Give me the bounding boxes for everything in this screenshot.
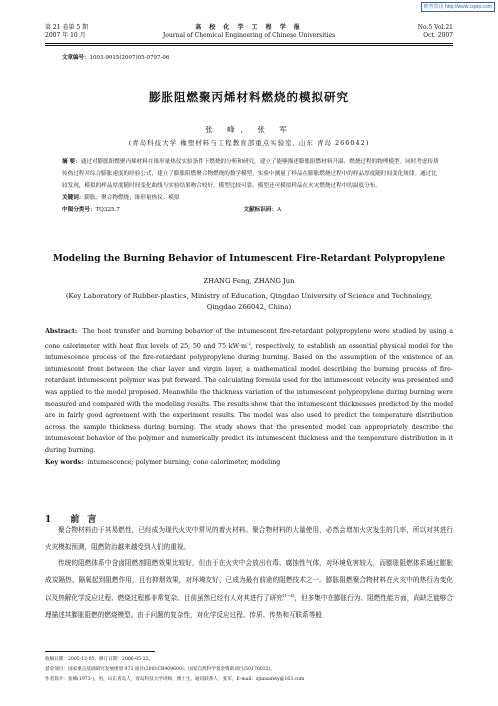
doc-code-value: A — [277, 207, 282, 213]
section-title: 前言 — [70, 515, 105, 525]
footnote-received: 收稿日期：2005-12-05；修订日期：2006-05-22。 — [45, 657, 154, 662]
abstract-cn-label: 摘 要： — [62, 159, 81, 165]
header-rule-top — [45, 43, 453, 44]
body-paragraph-1: 聚合物材料由于其易燃性，已经成为现代火灾中常见的着火材料。聚合物材料的大量使用，必然会增加火灾发生的几率，所以对其进行火灾模拟预测，阻燃防治越来越受到人们的重视。 — [45, 526, 453, 551]
header-right — [418, 24, 453, 40]
abstract-en — [45, 326, 453, 468]
keywords-cn-label: 关键词： — [62, 195, 85, 201]
abstract-cn — [62, 156, 440, 216]
abstract-en-exponent: -2 — [247, 340, 251, 346]
authors-cn: 张 峰, 张 军 — [205, 125, 293, 134]
affiliation-en-line-1: (Key Laboratory of Rubber-plastics, Ministry of Education, Qingdao University of Science and Technology, — [65, 292, 433, 300]
title-en: Modeling the Burning Behavior of Intumescent Fire-Retardant Polypropylene — [52, 254, 446, 264]
doc-code-label: 文献标识码： — [243, 207, 278, 213]
clc-label: 中图分类号： — [62, 207, 96, 213]
journal-name-en: Journal of Chemical Engineering of Chinese Universities — [162, 32, 336, 39]
classification-row — [62, 204, 440, 216]
header-center — [45, 24, 453, 40]
article-number-label: 文章编号： — [62, 55, 90, 61]
authors-en: ZHANG Feng, ZHANG Jun — [203, 277, 295, 285]
affiliation-en — [45, 291, 453, 313]
article-number — [62, 53, 169, 61]
footnote-author: 作者简介：张峰(1973-)，男，山东青岛人，青岛科技大学讲师，博士生。通讯联系人：张军，E-mail：zjunsafety@163.com — [45, 677, 305, 682]
abstract-en-paragraph — [45, 326, 453, 457]
abstract-cn-paragraph — [62, 156, 440, 192]
source-watermark: 维普资讯 http://www.cqvip.com — [421, 2, 495, 12]
body-paragraph-2a: 传统的阻燃体系中含卤阻燃剂阻燃效果比较好，但由于在火灾中会放出有毒、腐蚀性气体，对环境危害较大，而膨胀阻燃体系通过膨胀成炭隔热、隔氧起到阻燃作用，且有抑烟效果，对环境友好，已成为最有前途的阻燃技术之一。膨胀阻燃聚合物材料在火灾中的热行为变化以及热解化学反应过程、燃烧过程都非常复杂。目前虽然已经有人对其进行了研究 — [45, 559, 453, 603]
footnote-rule — [45, 651, 155, 652]
affiliation-cn: (青岛科技大学 橡塑材料与工程教育部重点实验室, 山东 青岛 266042) — [128, 139, 370, 147]
keywords-en — [45, 457, 453, 469]
keywords-en-label: Key words: — [45, 458, 84, 466]
year-month: 2007 年 10 月 — [45, 32, 86, 39]
section-number: 1 — [45, 515, 60, 525]
body-paragraph-2 — [45, 555, 453, 624]
title-cn: 膨胀阻燃聚丙烯材料燃烧的模拟研究 — [149, 90, 349, 104]
volume-issue: 第 21 卷第 5 期 — [45, 24, 89, 31]
body-paragraph-2b: ，但多集中在膨胀行为、阻燃性能方面，尚缺乏能够合理描述其膨胀阻燃的燃烧模型。由于问题的复杂性，对化学反应过程、传质、传热和互联系等般 — [45, 594, 454, 620]
abstract-en-text-a: The heat transfer and burning behavior of the intumescent fire-retardant polypropylene were studied by using a cone calorimeter with heat flux levels of 25, 50 and 75 kW·m — [45, 328, 453, 350]
body-text — [45, 522, 453, 624]
abstract-en-label: Abstract: — [45, 328, 78, 335]
clc-value: TQ325.7 — [95, 207, 120, 213]
footnotes — [45, 655, 453, 685]
keywords-en-text: intumescence; polymer burning; cone calorimeter, modeling — [87, 458, 281, 466]
journal-name-cn: 高 校 化 学 工 程 学 报 — [195, 24, 303, 31]
abstract-cn-text: 通过对膨胀阻燃聚丙烯材料在锥形量热仪实验条件下燃烧的分析和研究，建立了能够描述膨胀阻燃材料升温、燃烧过程的物理模型。同时考虑传质传热过程并综合膨胀速度的经验公式，建立了膨胀阻燃聚合物燃烧的数学模型。实验中测量了样品在膨胀燃烧过程中的样品厚度随时间变化规律。通过比较发现，模拟的样品厚度随时间变化曲线与实验结果吻合较好，模型比较可靠。模型还可模拟样品在火灾燃烧过程中的温度分布。 — [62, 159, 439, 189]
date-en: Oct. 2007 — [423, 32, 453, 39]
keywords-cn — [62, 192, 440, 204]
footnote-funding: 基金项目：国家重点基础研究发展规划 973 项目(2001CB409600)；国家自然科学基金资助项目(50176023)。 — [45, 667, 275, 672]
citation-ref: [1~4] — [282, 593, 295, 599]
issue-volume-en: No.5 Vol.21 — [417, 24, 453, 31]
keywords-cn-text: 膨胀；聚合物燃烧；锥形量热仪；模拟 — [84, 195, 180, 201]
header-rule-bottom — [45, 45, 453, 46]
affiliation-en-line-2: Qingdao 266042, China) — [206, 303, 292, 311]
article-number-value: 1003-9015(2007)05-0797-06 — [89, 55, 170, 61]
abstract-en-text-b: , respectively, to establish an essential physical model for the intumescence process of the fire-retardant polypropylene during burning. Based on the assumption of the existence of an intumescent front between the char layer and virgin layer, a mathematical model describing the burning process of fire-retardant intumescent polymer was put forward. The calculating formula used for the intumescent velocity was presented and was applied to the model proposed. Meanwhile the thickness variation of the intumescent polypropylene during burning were measured and compared with the modeling results. The results show that the intumescent thicknesses predicted by the model are in fairly good agreement with the experiment results. The model was also used to predict the temperature distribution across the sample thickness during burning. The study shows that the presented model can appropriately describe the intumescent behavior of the polymer and numerically predict its intumescent thickness and the temperature distribution in it during burning. — [45, 342, 453, 455]
